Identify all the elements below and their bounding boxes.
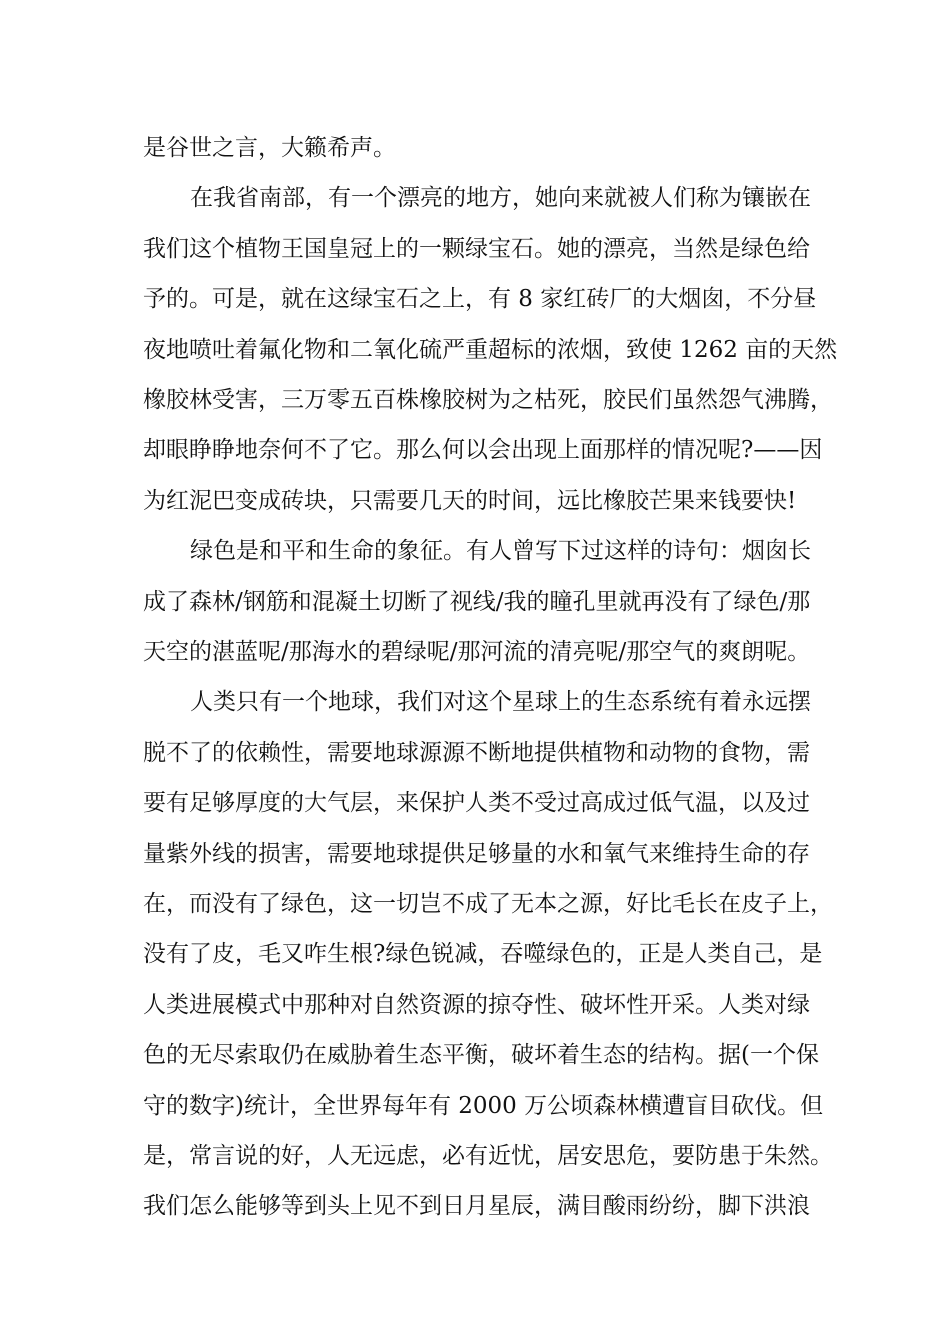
text-line: 我们这个植物王国皇冠上的一颗绿宝石。她的漂亮，当然是绿色给 bbox=[143, 236, 810, 262]
text-line: 没有了皮，毛又咋生根?绿色锐减，吞噬绿色的，正是人类自己，是 bbox=[143, 941, 823, 967]
text-line: 我们怎么能够等到头上见不到日月星辰，满目酸雨纷纷，脚下洪浪 bbox=[143, 1193, 810, 1219]
text-line: 予的。可是，就在这绿宝石之上，有 8 家红砖厂的大烟囱，不分昼 bbox=[143, 286, 817, 312]
text-line: 量紫外线的损害，需要地球提供足够量的水和氧气来维持生命的存 bbox=[143, 841, 810, 867]
text-line: 守的数字)统计，全世界每年有 2000 万公顷森林横遭盲目砍伐。但 bbox=[143, 1093, 824, 1119]
text-line: 人类进展模式中那种对自然资源的掠夺性、破坏性开采。人类对绿 bbox=[143, 992, 810, 1018]
text-line: 色的无尽索取仍在威胁着生态平衡，破坏着生态的结构。据(一个保 bbox=[143, 1042, 819, 1068]
text-line: 在，而没有了绿色，这一切岂不成了无本之源，好比毛长在皮子上， bbox=[143, 891, 833, 917]
paragraph-first-line: 人类只有一个地球，我们对这个星球上的生态系统有着永远摆 bbox=[190, 689, 811, 715]
text-line: 是，常言说的好，人无远虑，必有近忧，居安思危，要防患于朱然。 bbox=[143, 1143, 833, 1169]
text-line: 成了森林/钢筋和混凝土切断了视线/我的瞳孔里就再没有了绿色/那 bbox=[143, 589, 811, 615]
text-line: 却眼睁睁地奈何不了它。那么何以会出现上面那样的情况呢?——因 bbox=[143, 437, 823, 463]
paragraph-first-line: 在我省南部，有一个漂亮的地方，她向来就被人们称为镶嵌在 bbox=[190, 185, 811, 211]
text-line: 夜地喷吐着氟化物和二氧化硫严重超标的浓烟，致使 1262 亩的天然 bbox=[143, 337, 838, 363]
paragraph-first-line: 绿色是和平和生命的象征。有人曾写下过这样的诗句：烟囱长 bbox=[190, 538, 811, 564]
text-line: 为红泥巴变成砖块，只需要几天的时间，远比橡胶芒果来钱要快! bbox=[143, 488, 797, 514]
text-line: 要有足够厚度的大气层，来保护人类不受过高成过低气温，以及过 bbox=[143, 790, 810, 816]
text-line: 橡胶林受害，三万零五百株橡胶树为之枯死，胶民们虽然怨气沸腾， bbox=[143, 387, 833, 413]
text-line: 天空的湛蓝呢/那海水的碧绿呢/那河流的清亮呢/那空气的爽朗呢。 bbox=[143, 639, 811, 665]
text-line: 是谷世之言，大籁希声。 bbox=[143, 135, 396, 161]
text-line: 脱不了的依赖性，需要地球源源不断地提供植物和动物的食物，需 bbox=[143, 740, 810, 766]
